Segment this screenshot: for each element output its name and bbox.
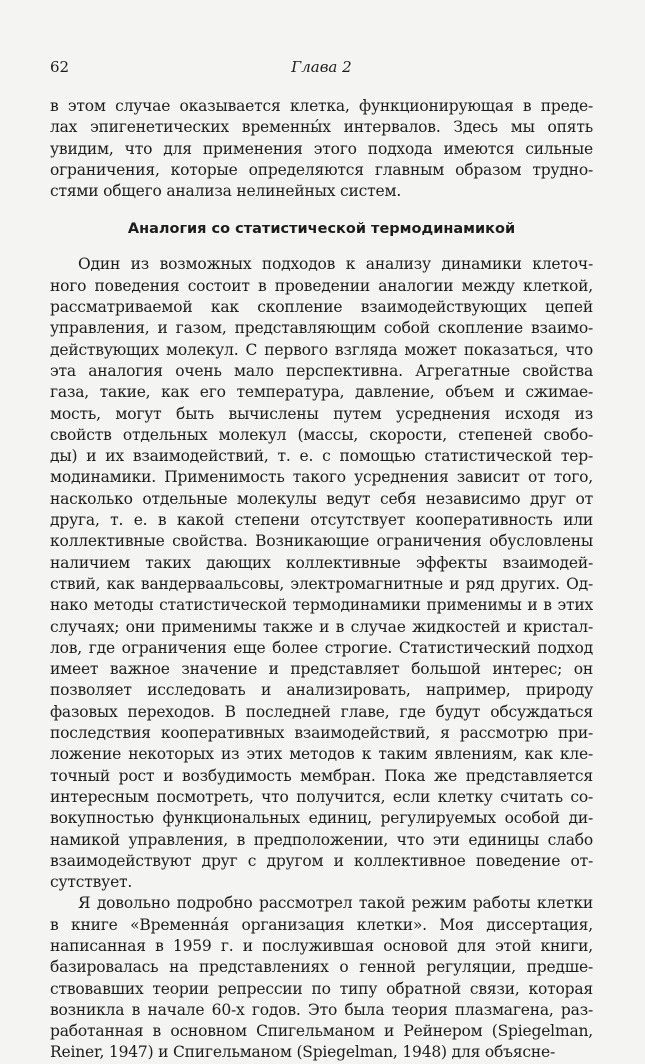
text-line: имеет важное значение и представляет большой интерес; он — [50, 660, 593, 679]
text-line: в этом случае оказывается клетка, функционирующая в преде- — [50, 97, 593, 115]
text-line: лов, где ограничения еще более строгие. Статистический подход — [50, 638, 593, 657]
text-line: написанная в 1959 г. и послужившая основой для этой книги, — [50, 936, 593, 955]
text-line: взаимодействуют друг с другом и коллективное поведение от- — [50, 851, 593, 870]
text-line: ствовавших теории репрессии по типу обратной связи, которая — [50, 979, 593, 998]
text-line: увидим, что для применения этого подхода имеются сильные — [50, 139, 593, 158]
text-line: газа, такие, как его температура, давление, объем и сжимае- — [50, 383, 593, 402]
paragraph — [50, 96, 593, 202]
text-line: мость, могут быть вычислены путем усреднения исходя из — [50, 404, 593, 423]
text-line: Reiner, 1947) и Спигельманом (Spiegelman, 1948) для объясне- — [50, 1043, 556, 1062]
text-line: работанная в основном Спигельманом и Рейнером (Spiegelman, — [50, 1022, 593, 1041]
text-line: насколько отдельные молекулы ведут себя независимо друг от — [50, 489, 593, 508]
text-line: ного поведения состоит в проведении аналогии между клеткой, — [50, 276, 593, 295]
running-head: Глава 2 — [291, 58, 352, 76]
text-line: ствий, как вандерваальсовы, электромагнитные и ряд других. Од- — [50, 574, 593, 593]
text-line: намикой управления, в предположении, что эти единицы слабо — [50, 830, 593, 849]
text-line: лах эпигенетических временны́х интервалов. Здесь мы опять — [50, 118, 593, 137]
text-line: ложение некоторых из этих методов к таким явлениям, как кле- — [50, 745, 593, 764]
text-line: сутствует. — [50, 873, 133, 892]
text-line: случаях; они применимы также и в случае жидкостей и кристал- — [50, 617, 593, 636]
page-header — [50, 58, 593, 80]
text-line: ды) и их взаимодействий, т. е. с помощью статистической тер- — [50, 447, 593, 466]
paragraph — [50, 254, 593, 893]
text-line: нако методы статистической термодинамики применимы и в этих — [50, 596, 593, 615]
text-line: последствия кооперативных взаимодействий, я рассмотрю при- — [50, 724, 593, 743]
text-line: интересным посмотреть, что получится, если клетку считать со- — [50, 787, 593, 806]
text-line: управления, и газом, представляющим собой скопление взаимо- — [50, 319, 593, 338]
text-line: возникла в начале 60-х годов. Это была теория плазмагена, раз- — [50, 1000, 593, 1019]
text-line: точный рост и возбудимость мембран. Пока же представляется — [50, 766, 593, 785]
text-line: ограничения, которые определяются главным образом трудно- — [50, 160, 593, 179]
text-line: наличием таких дающих коллективные эффекты взаимодей- — [50, 553, 593, 572]
text-line: Я довольно подробно рассмотрел такой режим работы клетки — [78, 894, 593, 913]
section-text — [50, 254, 593, 1063]
text-line: позволяет исследовать и анализировать, например, природу — [50, 681, 593, 700]
intro-text — [50, 96, 593, 202]
text-line: Один из возможных подходов к анализу динамики клеточ- — [78, 255, 593, 274]
paragraph — [50, 893, 593, 1063]
text-line: эта аналогия очень мало перспективна. Агрегатные свойства — [50, 361, 593, 380]
text-line: в книге «Временна́я организация клетки». Моя диссертация, — [50, 915, 593, 934]
page-number: 62 — [50, 58, 70, 76]
text-line: свойств отдельных молекул (массы, скорости, степеней свобо- — [50, 425, 593, 444]
text-line: фазовых переходов. В последней главе, где будут обсуждаться — [50, 702, 593, 721]
text-line: вокупностью функциональных единиц, регулируемых особой ди- — [50, 809, 593, 828]
section-heading: Аналогия со статистической термодинамикой — [127, 221, 516, 238]
text-line: друга, т. е. в какой степени отсутствует кооперативность или — [50, 511, 593, 530]
text-line: базировалась на представлениях о генной регуляции, предше- — [50, 958, 593, 977]
text-line: стями общего анализа нелинейных систем. — [50, 182, 402, 201]
text-line: коллективные свойства. Возникающие ограничения обусловлены — [50, 532, 593, 551]
page-body — [50, 96, 593, 1064]
text-line: модинамики. Применимость такого усреднения зависит от того, — [50, 468, 593, 487]
text-line: действующих молекул. С первого взгляда может показаться, что — [50, 340, 593, 359]
text-line: рассматриваемой как скопление взаимодействующих цепей — [50, 298, 593, 317]
